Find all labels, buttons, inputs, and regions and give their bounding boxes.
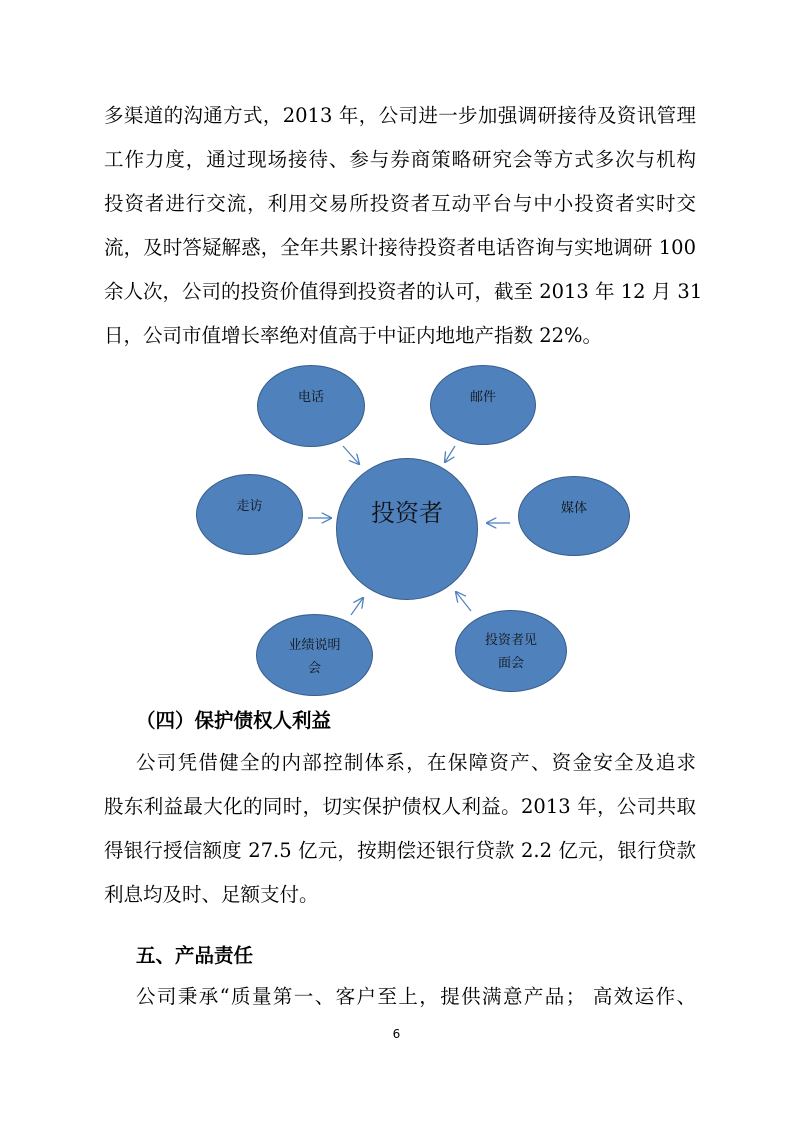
node-label: 走访 (236, 499, 263, 514)
node-phone (257, 365, 365, 447)
investor-communication-diagram (190, 360, 640, 700)
text-line: 公司凭借健全的内部控制体系，在保障资产、资金安全及追求 (136, 751, 696, 774)
node-email (430, 365, 536, 445)
text-line: 得银行授信额度 27.5 亿元，按期偿还银行贷款 2.2 亿元，银行贷款 (104, 839, 696, 862)
text-line: 日，公司市值增长率绝对值高于中证内地地产指数 22%。 (104, 324, 603, 347)
node-label: 投资者 (371, 499, 443, 527)
text-line: 流，及时答疑解惑，全年共累计接待投资者电话咨询与实地调研 100 (104, 236, 696, 259)
text-line: 利息均及时、足额支付。 (104, 883, 319, 906)
node-media (518, 476, 630, 556)
node-visit (196, 474, 303, 555)
node-label: 投资者见 (484, 633, 537, 648)
arrow-investor-meeting (456, 592, 471, 611)
node-results-briefing (256, 614, 373, 696)
page-number: 6 (392, 1027, 401, 1041)
node-label: 会 (307, 661, 321, 676)
text-line: 工作力度，通过现场接待、参与券商策略研究会等方式多次与机构 (104, 148, 696, 171)
node-label: 邮件 (469, 390, 496, 405)
node-investor-meeting (455, 610, 567, 692)
node-label: 面会 (497, 656, 524, 671)
text-line: 多渠道的沟通方式，2013 年，公司进一步加强调研接待及资讯管理 (104, 104, 696, 127)
node-label: 媒体 (560, 501, 587, 516)
node-label: 业绩说明 (288, 638, 341, 653)
node-investor (336, 458, 478, 600)
section-heading: （四）保护债权人利益 (136, 709, 332, 732)
text-line: 余人次，公司的投资价值得到投资者的认可，截至 2013 年 12 月 31 (104, 280, 703, 303)
arrow-email (445, 446, 455, 462)
text-line: 股东利益最大化的同时，切实保护债权人利益。2013 年，公司共取 (104, 795, 696, 818)
arrow-phone (343, 446, 359, 464)
node-label: 电话 (297, 390, 324, 405)
text-line: 公司秉承“质量第一、客户至上，提供满意产品； 高效运作、 (136, 985, 696, 1008)
arrow-results-briefing (351, 598, 363, 615)
text-line: 投资者进行交流，利用交易所投资者互动平台与中小投资者实时交 (104, 192, 696, 215)
section-heading: 五、产品责任 (136, 944, 254, 967)
